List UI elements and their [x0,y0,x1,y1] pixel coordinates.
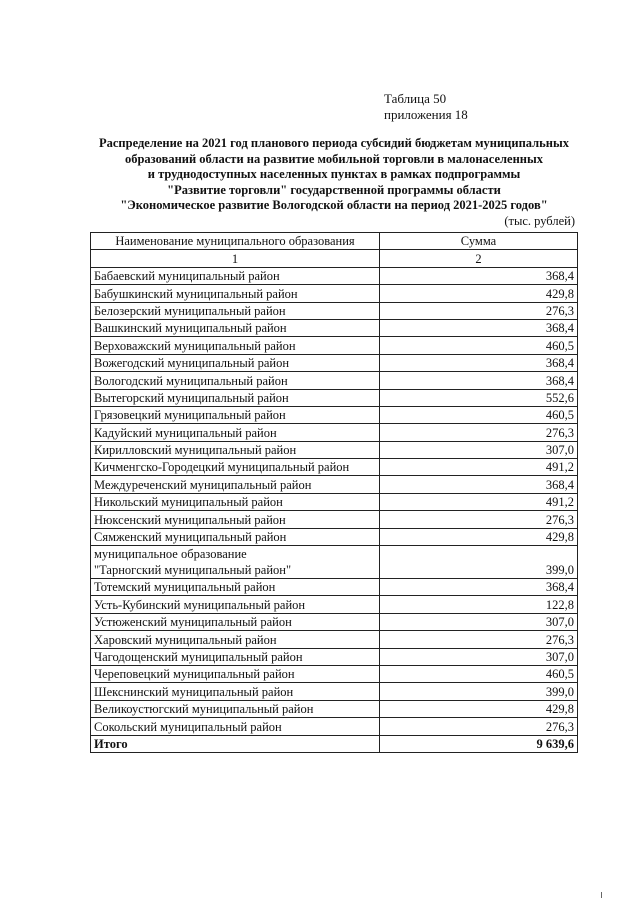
table-row [91,372,578,389]
row-name: Устюженский муниципальный район [91,613,380,630]
row-name: Бабаевский муниципальный район [91,267,380,284]
scan-mark [601,892,602,898]
subsidy-table [90,232,578,753]
row-value: 460,5 [380,337,578,354]
table-row [91,718,578,735]
row-name: Грязовецкий муниципальный район [91,406,380,423]
row-value: 276,3 [380,302,578,319]
row-name: Тотемский муниципальный район [91,579,380,596]
row-value: 122,8 [380,596,578,613]
row-value: 368,4 [380,579,578,596]
table-row [91,700,578,717]
row-value: 460,5 [380,406,578,423]
row-name: Кадуйский муниципальный район [91,424,380,441]
row-value: 276,3 [380,718,578,735]
table-row [91,354,578,371]
row-name: Великоустюгский муниципальный район [91,700,380,717]
appendix-label: приложения 18 [384,107,468,122]
row-name-line: "Тарногский муниципальный район" [94,563,292,578]
row-name: Нюксенский муниципальный район [91,511,380,528]
table-row [91,596,578,613]
table-row [91,648,578,665]
table-row [91,459,578,476]
row-value: 307,0 [380,648,578,665]
table-number: Таблица 50 [384,91,447,106]
table-row [91,476,578,493]
row-name: Вологодский муниципальный район [91,372,380,389]
table-row [91,546,578,579]
row-name: Шекснинский муниципальный район [91,683,380,700]
row-name: Вашкинский муниципальный район [91,319,380,336]
title-line: и труднодоступных населенных пунктах в рамках подпрограммы [147,167,521,181]
total-value: 9 639,6 [380,735,578,752]
title-line: "Развитие торговли" государственной программы области [167,182,501,197]
row-value: 399,0 [380,683,578,700]
table-row [91,493,578,510]
row-value: 276,3 [380,511,578,528]
column-number-row [91,250,578,267]
row-value: 368,4 [380,267,578,284]
row-name: Никольский муниципальный район [91,493,380,510]
table-row [91,319,578,336]
column-header-sum: Сумма [380,233,578,250]
row-value: 552,6 [380,389,578,406]
row-value: 307,0 [380,613,578,630]
row-value: 429,8 [380,700,578,717]
document-title [84,136,584,214]
table-row [91,683,578,700]
row-value: 399,0 [380,546,578,579]
table-row [91,389,578,406]
title-line: образований области на развитие мобильной торговли в малонаселенных [124,151,544,166]
row-name: Вытегорский муниципальный район [91,389,380,406]
row-value: 368,4 [380,319,578,336]
row-name: Харовский муниципальный район [91,631,380,648]
table-row [91,302,578,319]
row-value: 491,2 [380,459,578,476]
table-row [91,528,578,545]
row-name [91,546,380,579]
row-value: 368,4 [380,476,578,493]
total-label: Итого [91,735,380,752]
row-name: Череповецкий муниципальный район [91,665,380,682]
row-value: 368,4 [380,354,578,371]
row-name: Кичменгско-Городецкий муниципальный район [91,459,380,476]
row-name: Вожегодский муниципальный район [91,354,380,371]
title-line: Распределение на 2021 год планового периода субсидий бюджетам муниципальных [99,136,569,150]
row-value: 307,0 [380,441,578,458]
row-name: Междуреченский муниципальный район [91,476,380,493]
table-row [91,511,578,528]
row-value: 429,8 [380,285,578,302]
table-row [91,441,578,458]
row-name-line: муниципальное образование [94,547,247,562]
row-name: Усть-Кубинский муниципальный район [91,596,380,613]
title-line: "Экономическое развитие Вологодской области на период 2021-2025 годов" [120,198,548,212]
table-row [91,406,578,423]
table-row [91,665,578,682]
row-name: Кирилловский муниципальный район [91,441,380,458]
row-value: 276,3 [380,631,578,648]
table-row [91,613,578,630]
row-value: 429,8 [380,528,578,545]
table-row [91,267,578,284]
row-value: 368,4 [380,372,578,389]
table-row [91,579,578,596]
table-row [91,631,578,648]
total-row [91,735,578,752]
row-name: Сокольский муниципальный район [91,718,380,735]
row-value: 491,2 [380,493,578,510]
column-number: 1 [91,250,380,267]
table-header-row [91,233,578,250]
table-row [91,285,578,302]
row-value: 276,3 [380,424,578,441]
column-number: 2 [380,250,578,267]
row-name: Бабушкинский муниципальный район [91,285,380,302]
table-row [91,424,578,441]
row-name: Сямженский муниципальный район [91,528,380,545]
row-value: 460,5 [380,665,578,682]
row-name: Верховажский муниципальный район [91,337,380,354]
units-label: (тыс. рублей) [504,214,575,228]
table-row [91,337,578,354]
row-name: Белозерский муниципальный район [91,302,380,319]
column-header-name: Наименование муниципального образования [91,233,380,250]
row-name: Чагодощенский муниципальный район [91,648,380,665]
